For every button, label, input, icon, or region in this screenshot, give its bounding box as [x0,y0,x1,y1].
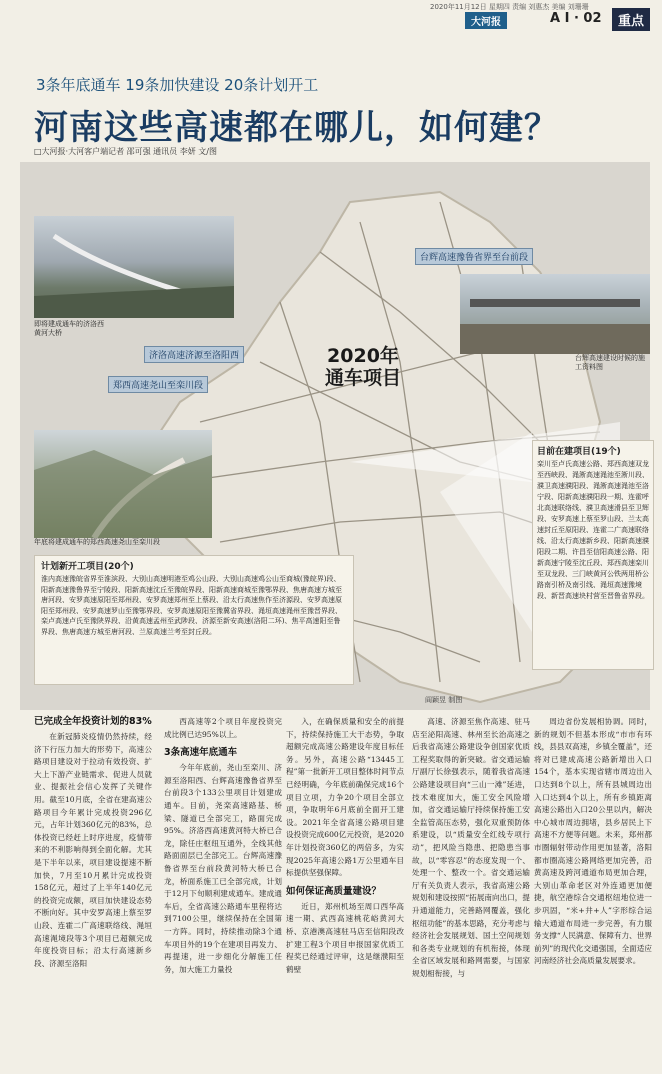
map-credit: 阎颖昱 制图 [425,696,463,704]
panel-under-construction-title: 目前在建项目(19个) [537,447,621,457]
column-4-text: 高速、济源至焦作高速、驻马店至泌阳高速、林州至长治高速之后我省高速公路建设争创国家优质工程奖取得的新突破。省交通运输厅副厅长徐强表示，随着我省高速公路建设项目向“三山一滩”延进，技术难度加大，施工安全风险增加，省交通运输厅持续保持施工安全监管高压态势，强化双重预防体系建设，以“质量安全红线专项行动”，把风险当隐患、把隐患当事故，以“零容忍”的态度发现一个、处理一个、整改一个。省交通运输厅有关负责人表示，我省高速公路规划和建设按照“拓展南向出口，提升通道能力，完善路网覆盖，强化枢纽功能”的基本思路，充分考虑与经济社会发展规划、国土空间规划和各类专业规划的有机衔接，体现全省区域发展和路网需要，与国家规划相衔接，与 [412,717,530,978]
masthead [0,0,662,36]
column-4 [412,716,530,980]
heading-quality: 如何保证高质量建设？ [286,885,382,897]
map-center-title [298,345,428,389]
column-3-text-b: 近日，郑州机场至周口西华高速一期、武西高速桃花峪黄河大桥、京港澳高速驻马店至信阳段改扩建工程3个项目申报国家优质工程奖已经通过评审，这是继濮阳至鹤壁 [286,901,404,974]
photo-highway-yaoluan [34,430,212,538]
column-1 [34,716,152,970]
construction-photo-svg [460,274,650,354]
article-subhead: 3条年底通车 19条加快建设 20条计划开工 [36,76,319,94]
panel-planned-text: 淮内高速豫皖省界至淮滨段、大别山高速明港至鸡公山段、大别山高速鸡公山至商城(豫皖界)段、阳新高速豫鲁界至宁陵段、阳新高速沈丘至豫皖界段、阳新高速商城至豫鄂界段、焦唐高速方城至唐河段、安罗高速原阳至郑州段、安罗高速郑州至上蔡段、沿太行高速焦作至济源段、安罗高速原阳至郑州段、安罗高速罗山至豫鄂界段、安罗高速原阳至豫冀省界段、渑垣高速渑州至豫晋界段、栾卢高速卢氏至豫陕界段、沿黄高速孟州至武陟段、济源至新安高速(洛阳二环)、焦平高速阳至鲁界段、焦唐高速方城至唐河段、兰原高速兰考至封丘段。 [41,575,342,636]
column-1-text: 在新冠肺炎疫情仍然持续，经济下行压力加大的形势下，高速公路项目建设对于拉动有效投资、扩大上下游产业链需求、促进人员就业、提振社会信心发挥了关键作用。截至10月底，全省在建高速公路项目今年累计完成投资296亿元，占年计划360亿元的83%，总体投资已经赶上时序进度，疫情带来的不利影响得到全面化解。尤其是下半年以来，项目建设提速不断加快，7月至10月累计完成投资158亿元，超过了上半年140亿元的投资完成额，项目加快建设态势不断向好。其中安罗高速上蔡至罗山段、连霍二广高速联络线、渑垣高速渑境段等3个项目已超额完成年度投资目标；沿太行高速新乡段、济源至洛阳 [34,732,152,968]
panel-planned [34,555,354,685]
photo-bridge-jiluoxi [34,216,234,318]
heading-investment: 已完成全年投资计划的83% [34,716,152,727]
article-byline: □大河报·大河客户端记者 邵可强 通讯员 李妍 文/图 [34,147,217,156]
heading-opening: 3条高速年底通车 [164,747,238,759]
column-2 [164,716,282,976]
column-2-text-a: 西高速等2个项目年度投资完成比例已达95%以上。 [164,717,282,739]
column-2-text-b: 今年年底前，尧山至栾川、济源至洛阳西、台辉高速豫鲁省界至台前段3个133公里项目计划建成通车。目前，尧栾高速路基、桥梁、隧道已全部完工，路面完成95%。济洛西高速黄河特大桥已合龙，除任庄枢纽互通外，全线其他路面面层已全部完工。台辉高速豫鲁省界至台前段黄河特大桥已合龙，桥面系施工已全部完成，计划于12月下旬顺利建成通车。建成通车后，全省高速公路通车里程将达到7100公里，继续保持在全国第一方阵。同时，持续推动除3个通车项目外的19个在建项目再发力、再提速，进一步细化分解施工任务，加大施工力量投 [164,763,282,974]
column-5-text: 周边省份发展相协调。同时，新的规划不但基本形成“市市有环线，县县双高速，乡镇全覆盖”，还将对已建成高速公路新增出入口154个，基本实现省辖市周边出入口达到8个以上，所有县城周边出入口达到4个以上，所有乡镇距离高速公路出入口20公里以内，解决中心城市周边拥堵，县乡居民上下高速不方便等问题。未来，郑州都市圈辐射带动作用更加显著，洛阳都市圈高速公路网络更加完善，沿黄高速及跨河通道布局更加合理，大别山革命老区对外连通更加便捷，航空港综合交通枢纽地位进一步巩固，“米+井+人”字形综合运输大通道布局进一步完善，有力服务支撑“人民满意、保障有力、世界前列”的现代化交通强国，全面适应河南经济社会高质量发展要求。 [534,717,652,966]
panel-under-construction-text: 栾川至卢氏高速公路、郑西高速双龙至西峡段、渑淅高速渑池至淅川段、濮卫高速濮阳段、渑淅高速渑池至洛宁段、阳新高速濮阳段一期、连霍呼北高速联络线、濮卫高速滑县至卫辉段、安罗高速上蔡至罗山段、兰太高速封丘至原阳段、连霍二广高速联络线、沿太行高速新乡段、阳新高速濮阳段二期、许昌至信阳高速公路、阳新高速宁陵至沈丘段、郑西高速栾川至双龙段、三门峡黄河公铁两用桥公路南引桥及南引线、渑垣高速豫境段、新晋高速块村营至晋鲁省界段。 [537,460,649,600]
highway-photo-svg [34,430,212,538]
column-5 [534,716,652,968]
article-body [34,716,656,1068]
article-headline: 河南这些高速都在哪儿，如何建？ [34,108,559,148]
panel-planned-title: 计划新开工项目(20个) [41,562,134,572]
bridge-photo-svg [34,216,234,318]
photo-caption-jiluoxi: 即将建成通车的济洛西黄河大桥 [34,320,104,337]
masthead-meta: 2020年11月12日 星期四 责编 刘惠杰 美编 刘珊珊 [430,3,589,11]
photo-caption-taihui: 台辉高速建设时候的施工资料图 [575,354,645,371]
page-code: A I · 02 [550,11,602,26]
map-center-title-label: 通车项目 [324,367,401,389]
tag-jiluoxi: 济洛高速济源至洛阳西 [144,346,244,363]
photo-construction-taihui [460,274,650,354]
section-label: 重点 [612,8,650,31]
map-center-title-year: 2020年 [327,345,399,367]
photo-caption-yaoluan: 年底将建成通车的郑西高速尧山至栾川段 [34,538,160,546]
panel-under-construction [532,440,654,670]
column-3-text-a: 入，在确保质量和安全的前提下，持续保持施工大干态势，争取超额完成高速公路建设年度目标任务。另外，高速公路“13445工程”第一批新开工项目整体时间节点已经明确，今年底前确保完成16个项目立项，力争20个项目全部立项，争取明年6月底前全面开工建设。2021年全省高速公路项目建设投资完成600亿元投资，是2020年计划投资360亿的两倍多，为实现2025年高速公路1万公里通车目标提供坚强保障。 [286,717,404,878]
tag-taihui: 台辉高速豫鲁省界至台前段 [415,248,533,265]
column-3 [286,716,404,976]
tag-zhengxi: 郑西高速尧山至栾川段 [108,376,208,393]
paper-logo: 大河报 [465,12,507,29]
